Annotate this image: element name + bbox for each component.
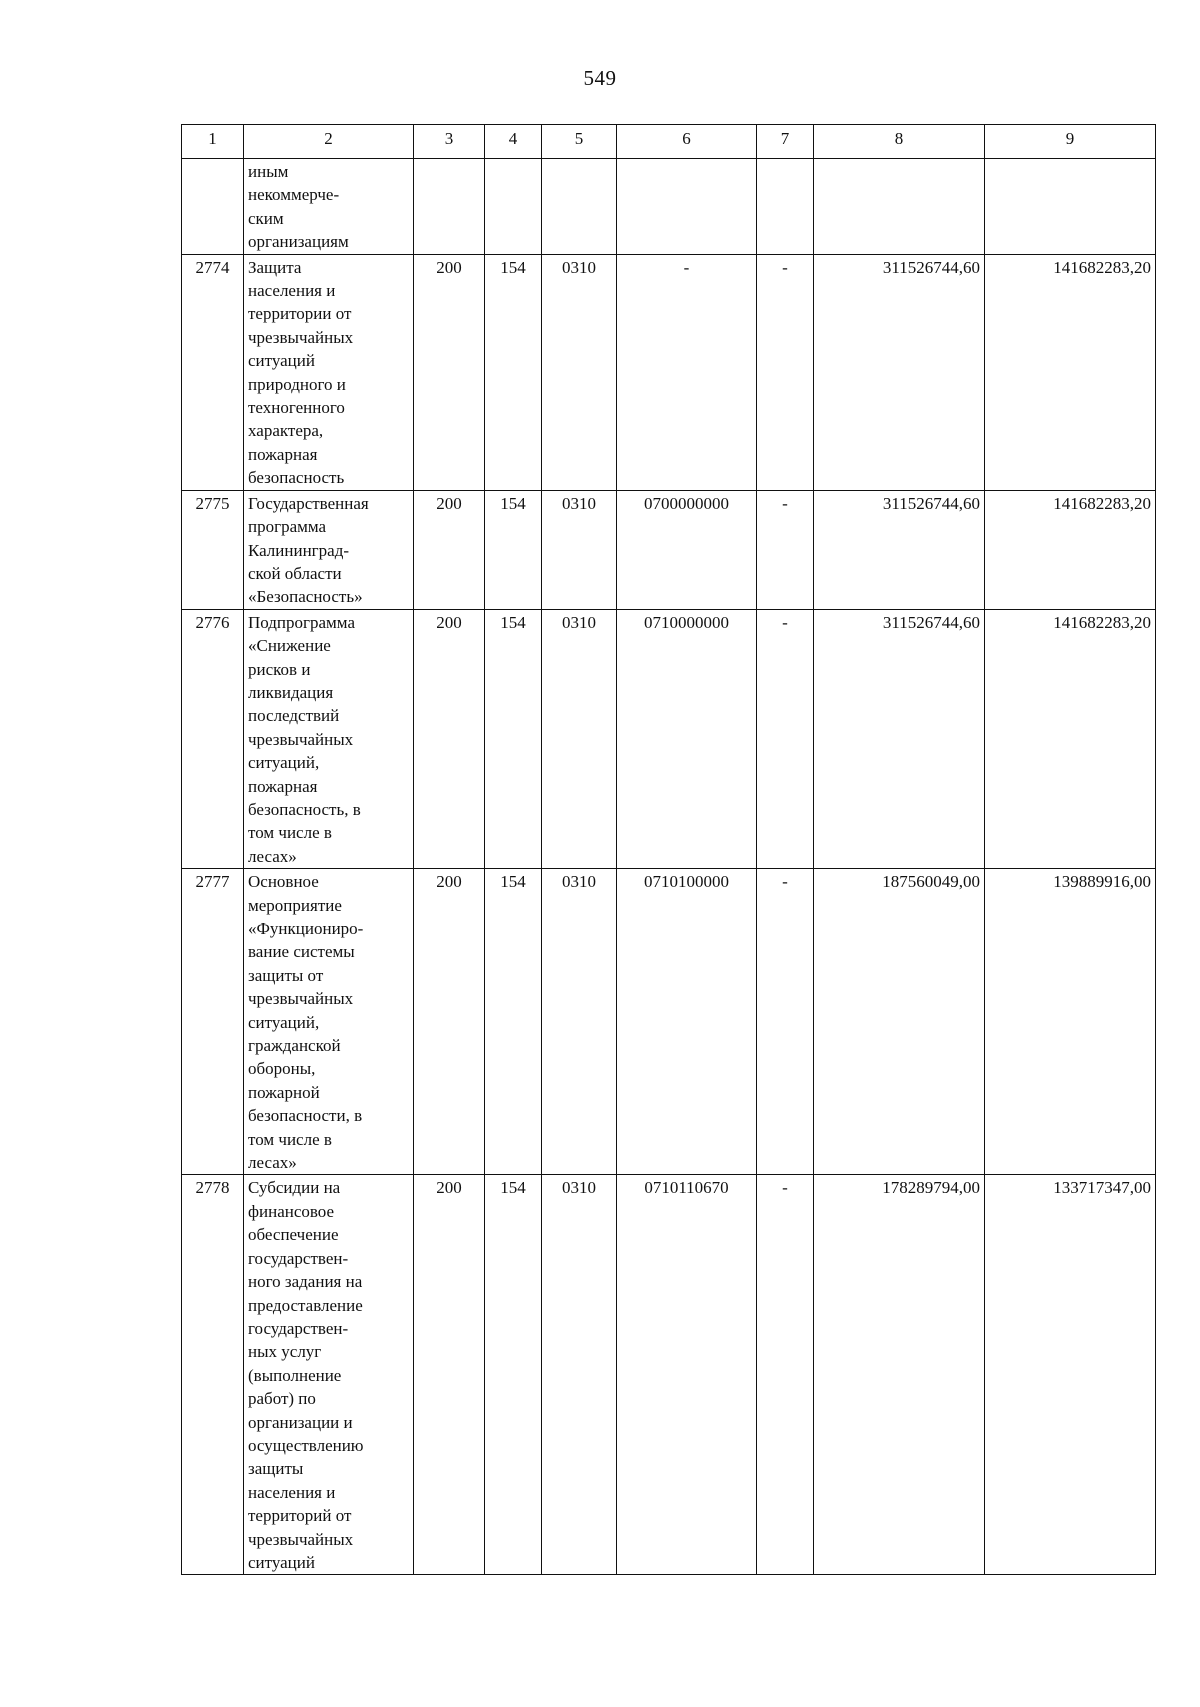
item-name-line: ской области xyxy=(248,563,342,583)
table-row xyxy=(182,1175,1156,1575)
item-name-line: программа xyxy=(248,517,327,537)
item-name-line: ским xyxy=(248,208,284,228)
amount-cell-col8: 311526744,60 xyxy=(814,609,985,868)
ministry-code-cell: 200 xyxy=(414,869,485,1175)
item-name-line: Государственная xyxy=(248,493,369,513)
expense-type-cell: - xyxy=(757,609,814,868)
item-name-line: Калининград- xyxy=(248,540,350,560)
item-name-cell xyxy=(244,159,414,255)
ministry-code-cell xyxy=(414,159,485,255)
column-header: 5 xyxy=(542,125,617,159)
section-code-cell: 0310 xyxy=(542,869,617,1175)
target-article-cell: 0710110670 xyxy=(617,1175,757,1575)
item-name-cell xyxy=(244,254,414,490)
item-name-line: ситуаций xyxy=(248,351,315,371)
item-name-line: Основное xyxy=(248,872,319,892)
row-number-cell: 2778 xyxy=(182,1175,244,1575)
row-number-cell: 2774 xyxy=(182,254,244,490)
item-name-cell xyxy=(244,609,414,868)
item-name-line: ситуаций, xyxy=(248,753,320,773)
column-header: 4 xyxy=(485,125,542,159)
amount-cell-col8: 311526744,60 xyxy=(814,254,985,490)
amount-cell-col8 xyxy=(814,159,985,255)
expense-type-cell: - xyxy=(757,490,814,609)
item-name-line: Субсидии на xyxy=(248,1178,341,1198)
ministry-code-cell: 200 xyxy=(414,609,485,868)
target-article-cell: 0700000000 xyxy=(617,490,757,609)
section-code-cell: 0310 xyxy=(542,609,617,868)
table-row xyxy=(182,490,1156,609)
table-row xyxy=(182,609,1156,868)
item-name-line: безопасность, в xyxy=(248,799,361,819)
target-article-cell: 0710100000 xyxy=(617,869,757,1175)
item-name-line: организациям xyxy=(248,232,349,252)
item-name-line: безопасность xyxy=(248,468,345,488)
amount-cell-col8: 187560049,00 xyxy=(814,869,985,1175)
item-name-line: населения и xyxy=(248,281,336,301)
item-name-line: безопасности, в xyxy=(248,1106,363,1126)
section-code-cell: 0310 xyxy=(542,490,617,609)
item-name-line: осуществлению xyxy=(248,1435,364,1455)
column-header: 7 xyxy=(757,125,814,159)
item-name-line: ликвидация xyxy=(248,682,334,702)
target-article-cell xyxy=(617,159,757,255)
item-name-line: территорий от xyxy=(248,1506,352,1526)
table-row xyxy=(182,254,1156,490)
section-code-cell xyxy=(542,159,617,255)
expense-type-cell: - xyxy=(757,254,814,490)
item-name-line: техногенного xyxy=(248,398,345,418)
item-name-line: «Функциониро- xyxy=(248,919,364,938)
item-name-line: государствен- xyxy=(248,1318,349,1338)
department-code-cell: 154 xyxy=(485,609,542,868)
amount-cell-col9: 141682283,20 xyxy=(985,609,1156,868)
table-row xyxy=(182,869,1156,1175)
item-name-line: организации и xyxy=(248,1412,353,1432)
amount-cell-col9: 141682283,20 xyxy=(985,490,1156,609)
item-name-line: лесах» xyxy=(248,846,297,866)
table-header-row xyxy=(182,125,1156,159)
item-name-line: населения и xyxy=(248,1482,336,1502)
department-code-cell xyxy=(485,159,542,255)
item-name-cell xyxy=(244,490,414,609)
item-name-line: финансовое xyxy=(248,1201,335,1221)
row-number-cell xyxy=(182,159,244,255)
item-name-line: том числе в xyxy=(248,1129,332,1149)
expense-type-cell: - xyxy=(757,869,814,1175)
department-code-cell: 154 xyxy=(485,490,542,609)
item-name-line: том числе в xyxy=(248,823,332,843)
item-name-line: работ) по xyxy=(248,1389,316,1409)
table-row xyxy=(182,159,1156,255)
item-name-line: территории от xyxy=(248,304,352,324)
ministry-code-cell: 200 xyxy=(414,254,485,490)
column-header: 9 xyxy=(985,125,1156,159)
column-header: 3 xyxy=(414,125,485,159)
amount-cell-col8: 178289794,00 xyxy=(814,1175,985,1575)
amount-cell-col8: 311526744,60 xyxy=(814,490,985,609)
item-name-cell xyxy=(244,869,414,1175)
amount-cell-col9: 141682283,20 xyxy=(985,254,1156,490)
item-name-line: пожарная xyxy=(248,444,318,464)
ministry-code-cell: 200 xyxy=(414,1175,485,1575)
row-number-cell: 2775 xyxy=(182,490,244,609)
item-name-line: чрезвычайных xyxy=(248,1529,354,1549)
item-name-line: «Безопасность» xyxy=(248,587,363,607)
section-code-cell: 0310 xyxy=(542,1175,617,1575)
amount-cell-col9: 133717347,00 xyxy=(985,1175,1156,1575)
page-number: 549 xyxy=(583,66,617,90)
item-name-line: Подпрограмма xyxy=(248,612,355,632)
item-name-line: лесах» xyxy=(248,1153,297,1173)
item-name-line: ситуаций, xyxy=(248,1012,320,1032)
column-header: 1 xyxy=(182,125,244,159)
item-name-line: иным xyxy=(248,162,289,181)
item-name-line: ситуаций xyxy=(248,1552,315,1572)
item-name-line: пожарная xyxy=(248,776,318,796)
expense-type-cell xyxy=(757,159,814,255)
item-name-line: ных услуг xyxy=(248,1342,322,1362)
department-code-cell: 154 xyxy=(485,254,542,490)
item-name-line: чрезвычайных xyxy=(248,327,354,347)
item-name-line: последствий xyxy=(248,706,340,726)
item-name-line: мероприятие xyxy=(248,895,342,915)
item-name-line: обороны, xyxy=(248,1059,316,1079)
amount-cell-col9 xyxy=(985,159,1156,255)
department-code-cell: 154 xyxy=(485,1175,542,1575)
item-name-line: природного и xyxy=(248,374,346,394)
item-name-line: некоммерче- xyxy=(248,185,340,205)
table-body xyxy=(182,159,1156,1575)
amount-cell-col9: 139889916,00 xyxy=(985,869,1156,1175)
row-number-cell: 2777 xyxy=(182,869,244,1175)
column-header: 6 xyxy=(617,125,757,159)
item-name-line: вание системы xyxy=(248,942,355,962)
item-name-line: ного задания на xyxy=(248,1272,363,1292)
item-name-line: характера, xyxy=(248,421,324,441)
section-code-cell: 0310 xyxy=(542,254,617,490)
row-number-cell: 2776 xyxy=(182,609,244,868)
item-name-line: предоставление xyxy=(248,1295,363,1315)
item-name-line: пожарной xyxy=(248,1082,320,1102)
item-name-line: (выполнение xyxy=(248,1365,342,1385)
item-name-line: чрезвычайных xyxy=(248,989,354,1009)
item-name-line: рисков и xyxy=(248,659,311,679)
department-code-cell: 154 xyxy=(485,869,542,1175)
ministry-code-cell: 200 xyxy=(414,490,485,609)
item-name-line: Защита xyxy=(248,257,302,277)
item-name-line: защиты от xyxy=(248,965,324,985)
column-header: 2 xyxy=(244,125,414,159)
item-name-cell xyxy=(244,1175,414,1575)
budget-table xyxy=(181,124,1156,1575)
item-name-line: «Снижение xyxy=(248,636,331,656)
expense-type-cell: - xyxy=(757,1175,814,1575)
target-article-cell: - xyxy=(617,254,757,490)
item-name-line: защиты xyxy=(248,1459,304,1479)
item-name-line: гражданской xyxy=(248,1036,341,1056)
item-name-line: государствен- xyxy=(248,1248,349,1268)
target-article-cell: 0710000000 xyxy=(617,609,757,868)
item-name-line: чрезвычайных xyxy=(248,729,354,749)
item-name-line: обеспечение xyxy=(248,1225,339,1245)
column-header: 8 xyxy=(814,125,985,159)
